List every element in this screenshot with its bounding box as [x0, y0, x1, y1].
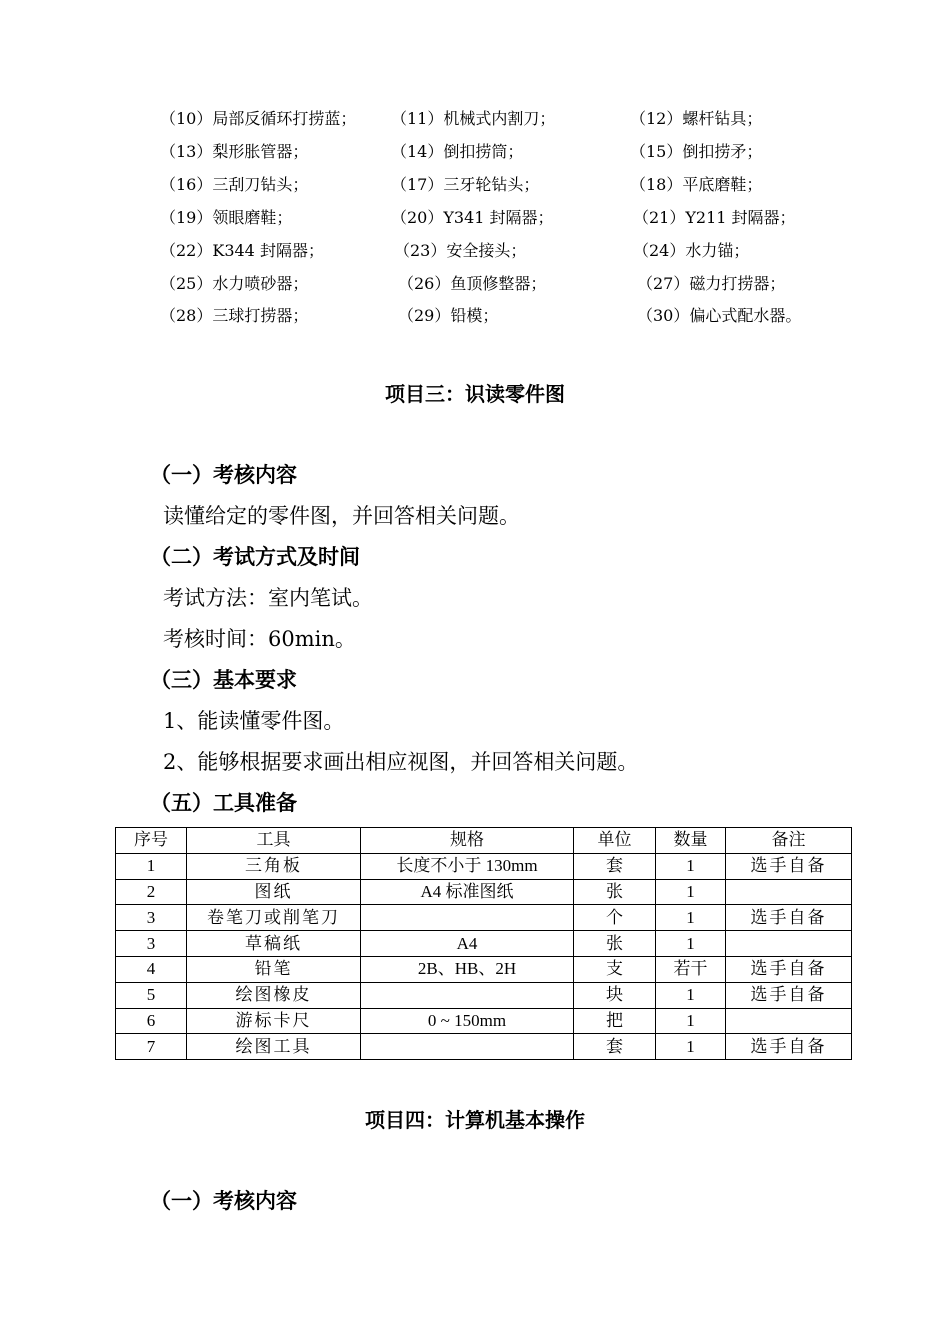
- table-cell: 1: [656, 931, 726, 957]
- table-cell: 三角板: [187, 853, 361, 879]
- table-cell: 5: [116, 982, 187, 1008]
- table-cell: 1: [656, 1034, 726, 1060]
- table-cell: 3: [116, 905, 187, 931]
- tool-item: （18）平底磨鞋；: [630, 175, 763, 194]
- paragraph: 2、能够根据要求画出相应视图，并回答相关问题。: [163, 750, 639, 774]
- tool-item: （14）倒扣捞筒；: [391, 142, 524, 161]
- table-cell: 张: [574, 931, 656, 957]
- table-row: [116, 905, 852, 931]
- table-cell: 选手自备: [726, 853, 852, 879]
- table-row: [116, 931, 852, 957]
- tool-item: （13）梨形胀管器；: [160, 142, 309, 161]
- tool-item: （10）局部反循环打捞蓝；: [160, 109, 357, 128]
- paragraph: 考试方法：室内笔试。: [163, 586, 373, 610]
- table-cell: 4: [116, 956, 187, 982]
- tool-item: （20）Y341 封隔器；: [391, 208, 554, 227]
- table-cell: 卷笔刀或削笔刀: [187, 905, 361, 931]
- table-cell: 2B、HB、2H: [361, 956, 574, 982]
- tool-item: （15）倒扣捞矛；: [630, 142, 763, 161]
- table-cell: 选手自备: [726, 956, 852, 982]
- section-heading-exam-method: （二）考试方式及时间: [150, 544, 360, 569]
- table-cell: 个: [574, 905, 656, 931]
- table-cell: [361, 982, 574, 1008]
- tool-item: （25）水力喷砂器；: [160, 274, 309, 293]
- tool-item: （29）铅模；: [398, 306, 499, 325]
- column-header: 序号: [116, 828, 187, 854]
- project3-title: 项目三：识读零件图: [385, 382, 565, 406]
- table-cell: 1: [656, 879, 726, 905]
- table-row: [116, 853, 852, 879]
- section-heading-requirements: （三）基本要求: [150, 667, 297, 692]
- tool-item: （16）三刮刀钻头；: [160, 175, 309, 194]
- tool-item: （26）鱼顶修整器；: [398, 274, 547, 293]
- table-row: [116, 982, 852, 1008]
- column-header: 数量: [656, 828, 726, 854]
- table-header-row: [116, 828, 852, 854]
- table-cell: 长度不小于 130mm: [361, 853, 574, 879]
- table-cell: A4 标准图纸: [361, 879, 574, 905]
- table-row: [116, 956, 852, 982]
- table-cell: 支: [574, 956, 656, 982]
- paragraph: 读懂给定的零件图，并回答相关问题。: [163, 504, 520, 528]
- table-cell: 选手自备: [726, 905, 852, 931]
- table-cell: 图纸: [187, 879, 361, 905]
- table-cell: [726, 931, 852, 957]
- table-cell: 3: [116, 931, 187, 957]
- tool-item: （17）三牙轮钻头；: [391, 175, 540, 194]
- table-cell: 选手自备: [726, 1034, 852, 1060]
- table-row: [116, 1034, 852, 1060]
- tool-item: （22）K344 封隔器；: [160, 241, 324, 260]
- table-cell: 草稿纸: [187, 931, 361, 957]
- project4-title: 项目四：计算机基本操作: [365, 1108, 585, 1132]
- tool-item: （19）领眼磨鞋；: [160, 208, 293, 227]
- paragraph: 考核时间：60min。: [163, 627, 356, 651]
- table-cell: 铅笔: [187, 956, 361, 982]
- table-cell: 套: [574, 1034, 656, 1060]
- table-cell: [726, 879, 852, 905]
- tool-item: （23）安全接头；: [394, 241, 527, 260]
- table-cell: [361, 905, 574, 931]
- table-cell: 张: [574, 879, 656, 905]
- tool-item: （30）偏心式配水器。: [637, 306, 802, 325]
- table-cell: 1: [656, 982, 726, 1008]
- section-heading-assessment: （一）考核内容: [150, 1188, 297, 1213]
- tool-item: （21）Y211 封隔器；: [633, 208, 796, 227]
- table-cell: 绘图橡皮: [187, 982, 361, 1008]
- tool-item: （12）螺杆钻具；: [630, 109, 763, 128]
- table-cell: 套: [574, 853, 656, 879]
- table-cell: [726, 1008, 852, 1034]
- paragraph: 1、能读懂零件图。: [163, 709, 345, 733]
- tool-item: （27）磁力打捞器；: [637, 274, 786, 293]
- table-cell: 1: [656, 1008, 726, 1034]
- column-header: 单位: [574, 828, 656, 854]
- table-cell: 1: [116, 853, 187, 879]
- table-cell: 7: [116, 1034, 187, 1060]
- table-cell: 2: [116, 879, 187, 905]
- column-header: 工具: [187, 828, 361, 854]
- tool-item: （11）机械式内割刀；: [391, 109, 556, 128]
- table-row: [116, 879, 852, 905]
- table-cell: A4: [361, 931, 574, 957]
- table-cell: 1: [656, 853, 726, 879]
- tool-item: （28）三球打捞器；: [160, 306, 309, 325]
- tool-item: （24）水力锚；: [633, 241, 750, 260]
- table-cell: [361, 1034, 574, 1060]
- tools-table: [115, 827, 852, 1060]
- table-cell: 6: [116, 1008, 187, 1034]
- section-heading-tools: （五）工具准备: [150, 790, 297, 815]
- table-cell: 游标卡尺: [187, 1008, 361, 1034]
- column-header: 规格: [361, 828, 574, 854]
- table-cell: 若干: [656, 956, 726, 982]
- table-cell: 选手自备: [726, 982, 852, 1008]
- table-cell: 1: [656, 905, 726, 931]
- table-row: [116, 1008, 852, 1034]
- table-cell: 块: [574, 982, 656, 1008]
- table-cell: 绘图工具: [187, 1034, 361, 1060]
- table-cell: 把: [574, 1008, 656, 1034]
- table-cell: 0 ~ 150mm: [361, 1008, 574, 1034]
- section-heading-assessment: （一）考核内容: [150, 462, 297, 487]
- column-header: 备注: [726, 828, 852, 854]
